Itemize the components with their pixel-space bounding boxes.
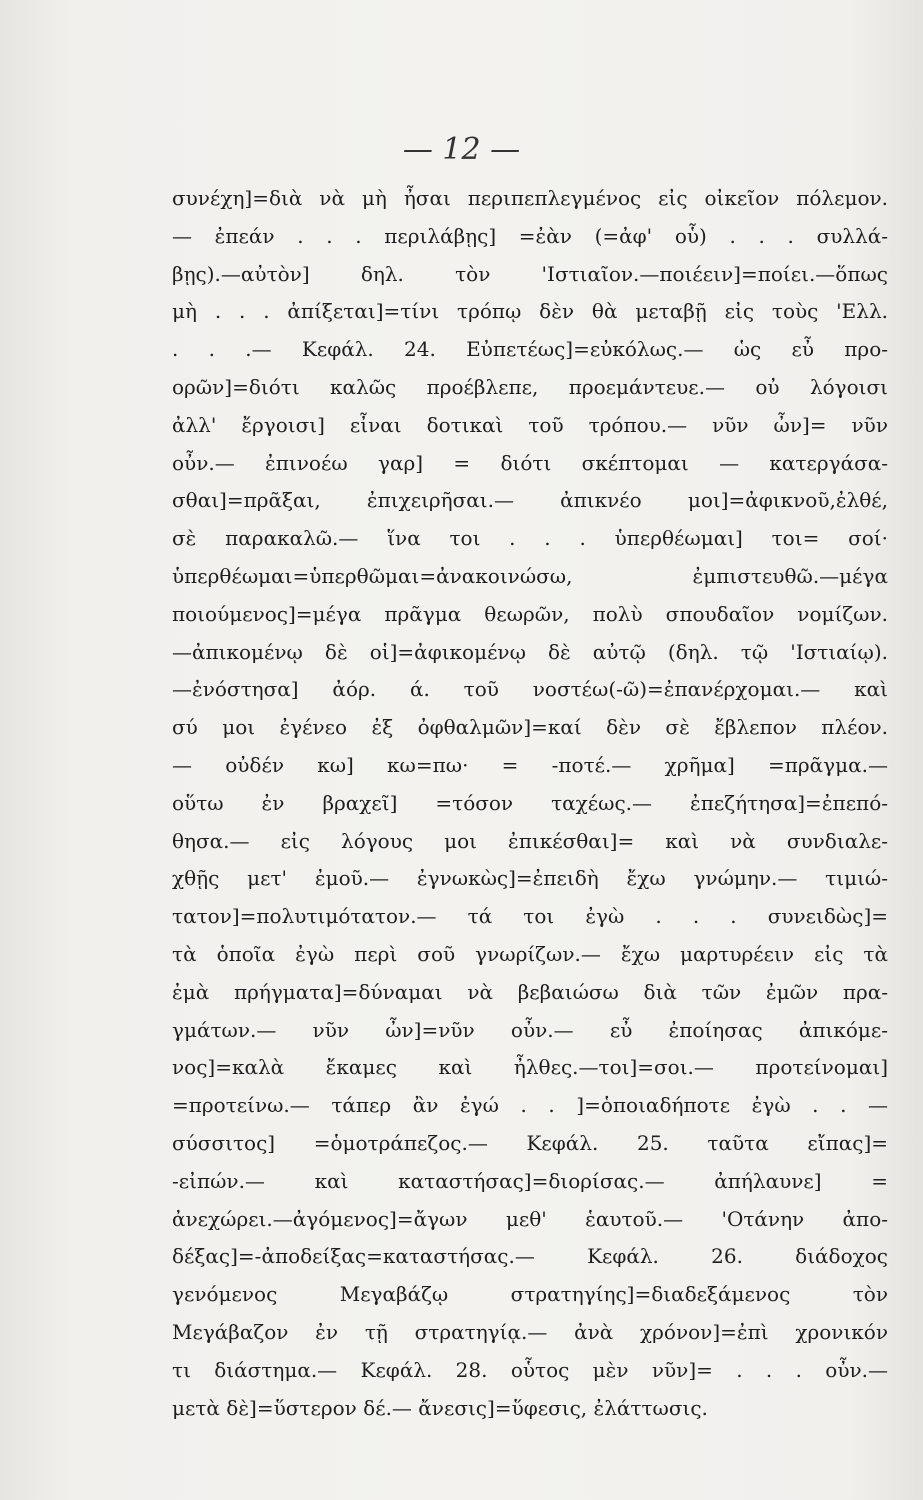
text-line: γμάτων.— νῦν ὦν]=νῦν οὖν.— εὖ ἐποίησας ἀπικόμε- — [172, 1017, 888, 1042]
text-line: θησα.— εἰς λόγους μοι ἐπικέσθαι]= καὶ νὰ συνδιαλε- — [172, 828, 888, 853]
text-line: ἐμὰ πρήγματα]=δύναμαι νὰ βεβαιώσω διὰ τῶν ἐμῶν πρα- — [172, 979, 888, 1004]
text-line: σθαι]=πρᾶξαι, ἐπιχειρῆσαι.— ἀπικνέο μοι]=ἀφικνοῦ,ἐλθέ, — [172, 488, 888, 513]
text-line: Μεγάβαζον ἐν τῇ στρατηγίᾳ.— ἀνὰ χρόνον]=ἐπὶ χρονικόν — [172, 1319, 888, 1344]
text-line: =προτείνω.— τάπερ ἂν ἐγώ . . ]=ὁποιαδήποτε ἐγὼ . . — — [172, 1093, 888, 1118]
text-line: — ἐπεάν . . . περιλάβῃς] =ἐὰν (=ἀφ' οὗ) . . . συλλά- — [172, 223, 888, 248]
text-line: —ἐνόστησα] ἀόρ. ά. τοῦ νοστέω(-ῶ)=ἐπανέρχομαι.— καὶ — [172, 677, 888, 702]
text-line: βῃς).—αὐτὸν] δηλ. τὸν 'Ιστιαῖον.—ποιέειν]=ποίει.—ὅπως — [172, 261, 888, 286]
text-line: σύ μοι ἐγένεο ἐξ ὀφθαλμῶν]=καί δὲν σὲ ἔβλεπον πλέον. — [172, 715, 888, 740]
text-line: τὰ ὁποῖα ἐγὼ περὶ σοῦ γνωρίζων.— ἔχω μαρτυρέειν εἰς τὰ — [172, 941, 888, 966]
text-line: ὑπερθέωμαι=ὑπερθῶμαι=ἀνακοινώσω, ἐμπιστευθῶ.—μέγα — [172, 563, 888, 588]
page-number: — 12 — — [402, 132, 521, 167]
text-line: ἀνεχώρει.—ἀγόμενος]=ἄγων μεθ' ἑαυτοῦ.— 'Οτάνην ἀπο- — [172, 1206, 888, 1231]
commentary-text — [172, 180, 888, 1427]
text-line: τατον]=πολυτιμότατον.— τά τοι ἐγὼ . . . συνειδὼς]= — [172, 904, 888, 929]
text-line: οὕτω ἐν βραχεῖ] =τόσον ταχέως.— ἐπεζήτησα]=ἐπεπό- — [172, 790, 888, 815]
text-line: συνέχη]=διὰ νὰ μὴ ἦσαι περιπεπλεγμένος εἰς οἰκεῖον πόλεμον. — [172, 186, 888, 210]
text-line: γενόμενος Μεγαβάζῳ στρατηγίης]=διαδεξάμενος τὸν — [172, 1282, 888, 1307]
text-line: μὴ . . . ἀπίξεται]=τίνι τρόπῳ δὲν θὰ μεταβῇ εἰς τοὺς 'Ελλ. — [172, 299, 888, 324]
text-line: . . .— Κεφάλ. 24. Εὐπετέως]=εὐκόλως.— ὡς εὖ προ- — [172, 337, 888, 362]
text-line: οὖν.— ἐπινοέω γαρ] = διότι σκέπτομαι — κατεργάσα- — [172, 450, 888, 475]
text-line: σύσσιτος] =ὁμοτράπεζος.— Κεφάλ. 25. ταῦτα εἴπας]= — [172, 1130, 888, 1155]
text-line: χθῇς μετ' ἐμοῦ.— ἐγνωκὼς]=ἐπειδὴ ἔχω γνώμην.— τιμιώ- — [172, 866, 888, 891]
text-line: τι διάστημα.— Κεφάλ. 28. οὗτος μὲν νῦν]= . . . οὖν.— — [172, 1357, 888, 1382]
text-line: ποιούμενος]=μέγα πρᾶγμα θεωρῶν, πολὺ σπουδαῖον νομίζων. — [172, 601, 888, 626]
text-line: ορῶν]=διότι καλῶς προέβλεπε, προεμάντευε.— οὐ λόγοισι — [172, 374, 888, 399]
text-line: ἀλλ' ἔργοισι] εἶναι δοτικαὶ τοῦ τρόπου.— νῦν ὦν]= νῦν — [172, 412, 888, 437]
text-line: —ἀπικομένῳ δὲ οἱ]=ἀφικομένῳ δὲ αὐτῷ (δηλ. τῷ 'Ιστιαίῳ). — [172, 639, 888, 664]
text-line: — οὐδέν κω] κω=πω· = -ποτέ.— χρῆμα] =πρᾶγμα.— — [172, 752, 888, 777]
text-line: μετὰ δὲ]=ὕστερον δέ.— ἄνεσις]=ὕφεσις, ἐλάττωσις. — [172, 1395, 708, 1420]
text-line: δέξας]=-ἀποδείξας=καταστήσας.— Κεφάλ. 26. διάδοχος — [172, 1244, 888, 1269]
text-line: σὲ παρακαλῶ.— ἵνα τοι . . . ὑπερθέωμαι] τοι= σοί· — [172, 526, 888, 551]
text-line: νος]=καλὰ ἔκαμες καὶ ἦλθες.—τοι]=σοι.— προτείνομαι] — [172, 1055, 888, 1080]
text-line: -εἰπών.— καὶ καταστήσας]=διορίσας.— ἀπήλαυνε] = — [172, 1168, 888, 1193]
